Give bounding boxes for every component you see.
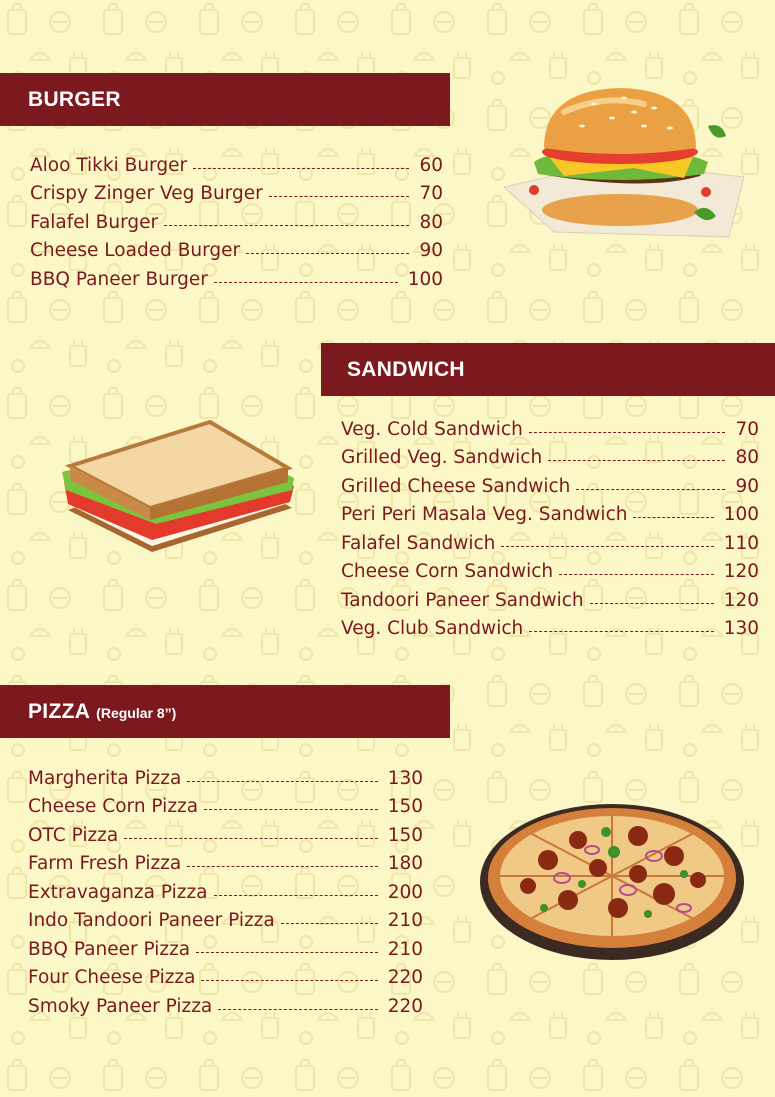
burger-section-header bbox=[0, 73, 450, 126]
dotted-leader bbox=[214, 282, 398, 283]
item-price: 80 bbox=[419, 211, 443, 233]
pizza-section-title: PIZZA bbox=[28, 699, 91, 723]
dotted-leader bbox=[124, 838, 377, 839]
item-price: 150 bbox=[387, 796, 423, 818]
sandwich-section-header bbox=[321, 343, 775, 396]
burger-menu-list bbox=[30, 151, 443, 294]
pizza-menu-item bbox=[28, 992, 423, 1021]
item-name: Cheese Corn Sandwich bbox=[341, 561, 554, 583]
dotted-leader bbox=[218, 1009, 377, 1010]
item-price: 120 bbox=[723, 561, 759, 583]
sandwich-illustration bbox=[60, 420, 296, 554]
item-price: 210 bbox=[387, 910, 423, 932]
dotted-leader bbox=[201, 980, 377, 981]
dotted-leader bbox=[269, 196, 410, 197]
sandwich-menu-item bbox=[341, 444, 759, 473]
dotted-leader bbox=[187, 866, 377, 867]
item-price: 210 bbox=[387, 938, 423, 960]
dotted-leader bbox=[501, 546, 713, 547]
item-price: 80 bbox=[735, 447, 759, 469]
item-price: 180 bbox=[387, 853, 423, 875]
item-name: Grilled Cheese Sandwich bbox=[341, 475, 571, 497]
sandwich-menu-item bbox=[341, 586, 759, 615]
item-name: Veg. Cold Sandwich bbox=[341, 418, 523, 440]
burger-menu-item bbox=[30, 180, 443, 209]
item-name: OTC Pizza bbox=[28, 824, 119, 846]
item-price: 90 bbox=[419, 240, 443, 262]
item-price: 130 bbox=[387, 767, 423, 789]
dotted-leader bbox=[548, 460, 725, 461]
item-price: 220 bbox=[387, 995, 423, 1017]
pizza-menu-item bbox=[28, 878, 423, 907]
dotted-leader bbox=[193, 168, 409, 169]
sandwich-menu-item bbox=[341, 529, 759, 558]
dotted-leader bbox=[559, 574, 714, 575]
pizza-menu-item bbox=[28, 907, 423, 936]
pizza-menu-item bbox=[28, 821, 423, 850]
item-price: 150 bbox=[387, 824, 423, 846]
item-name: Grilled Veg. Sandwich bbox=[341, 447, 543, 469]
item-price: 70 bbox=[419, 183, 443, 205]
item-name: Farm Fresh Pizza bbox=[28, 853, 182, 875]
pizza-menu-item bbox=[28, 850, 423, 879]
item-price: 100 bbox=[407, 268, 443, 290]
dotted-leader bbox=[164, 225, 409, 226]
pizza-menu-item bbox=[28, 964, 423, 993]
item-name: Smoky Paneer Pizza bbox=[28, 995, 213, 1017]
pizza-menu-item bbox=[28, 935, 423, 964]
item-name: Tandoori Paneer Sandwich bbox=[341, 589, 584, 611]
pizza-menu-item bbox=[28, 793, 423, 822]
item-name: Falafel Sandwich bbox=[341, 532, 496, 554]
dotted-leader bbox=[529, 631, 713, 632]
burger-menu-item bbox=[30, 151, 443, 180]
sandwich-menu-item bbox=[341, 615, 759, 644]
item-name: Margherita Pizza bbox=[28, 767, 182, 789]
dotted-leader bbox=[633, 517, 713, 518]
item-price: 130 bbox=[723, 618, 759, 640]
sandwich-menu-list bbox=[341, 415, 759, 643]
dotted-leader bbox=[576, 489, 725, 490]
sandwich-menu-item bbox=[341, 501, 759, 530]
item-price: 70 bbox=[735, 418, 759, 440]
item-name: BBQ Paneer Burger bbox=[30, 268, 208, 290]
dotted-leader bbox=[214, 895, 378, 896]
item-name: Four Cheese Pizza bbox=[28, 967, 196, 989]
item-price: 120 bbox=[723, 589, 759, 611]
item-price: 100 bbox=[723, 504, 759, 526]
sandwich-menu-item bbox=[341, 415, 759, 444]
item-name: Falafel Burger bbox=[30, 211, 159, 233]
dotted-leader bbox=[529, 432, 726, 433]
burger-section-title: BURGER bbox=[28, 87, 121, 111]
dotted-leader bbox=[281, 923, 378, 924]
item-name: Aloo Tikki Burger bbox=[30, 154, 188, 176]
dotted-leader bbox=[196, 952, 378, 953]
pizza-illustration bbox=[478, 790, 746, 962]
pizza-section-header bbox=[0, 685, 450, 738]
item-name: Peri Peri Masala Veg. Sandwich bbox=[341, 504, 628, 526]
pizza-menu-item bbox=[28, 764, 423, 793]
item-price: 60 bbox=[419, 154, 443, 176]
item-name: Cheese Corn Pizza bbox=[28, 796, 199, 818]
dotted-leader bbox=[187, 781, 377, 782]
item-price: 110 bbox=[723, 532, 759, 554]
sandwich-menu-item bbox=[341, 472, 759, 501]
item-price: 220 bbox=[387, 967, 423, 989]
pizza-size-note: (Regular 8”) bbox=[96, 705, 177, 721]
burger-menu-item bbox=[30, 265, 443, 294]
sandwich-menu-item bbox=[341, 558, 759, 587]
item-price: 200 bbox=[387, 881, 423, 903]
dotted-leader bbox=[246, 253, 409, 254]
sandwich-section-title: SANDWICH bbox=[347, 357, 465, 381]
item-name: Veg. Club Sandwich bbox=[341, 618, 524, 640]
item-price: 90 bbox=[735, 475, 759, 497]
item-name: Indo Tandoori Paneer Pizza bbox=[28, 910, 275, 932]
dotted-leader bbox=[590, 603, 714, 604]
burger-illustration bbox=[494, 82, 754, 242]
item-name: BBQ Paneer Pizza bbox=[28, 938, 191, 960]
dotted-leader bbox=[204, 809, 378, 810]
item-name: Cheese Loaded Burger bbox=[30, 240, 241, 262]
burger-menu-item bbox=[30, 237, 443, 266]
pizza-menu-list bbox=[28, 764, 423, 1021]
burger-menu-item bbox=[30, 208, 443, 237]
item-name: Crispy Zinger Veg Burger bbox=[30, 183, 263, 205]
item-name: Extravaganza Pizza bbox=[28, 881, 208, 903]
